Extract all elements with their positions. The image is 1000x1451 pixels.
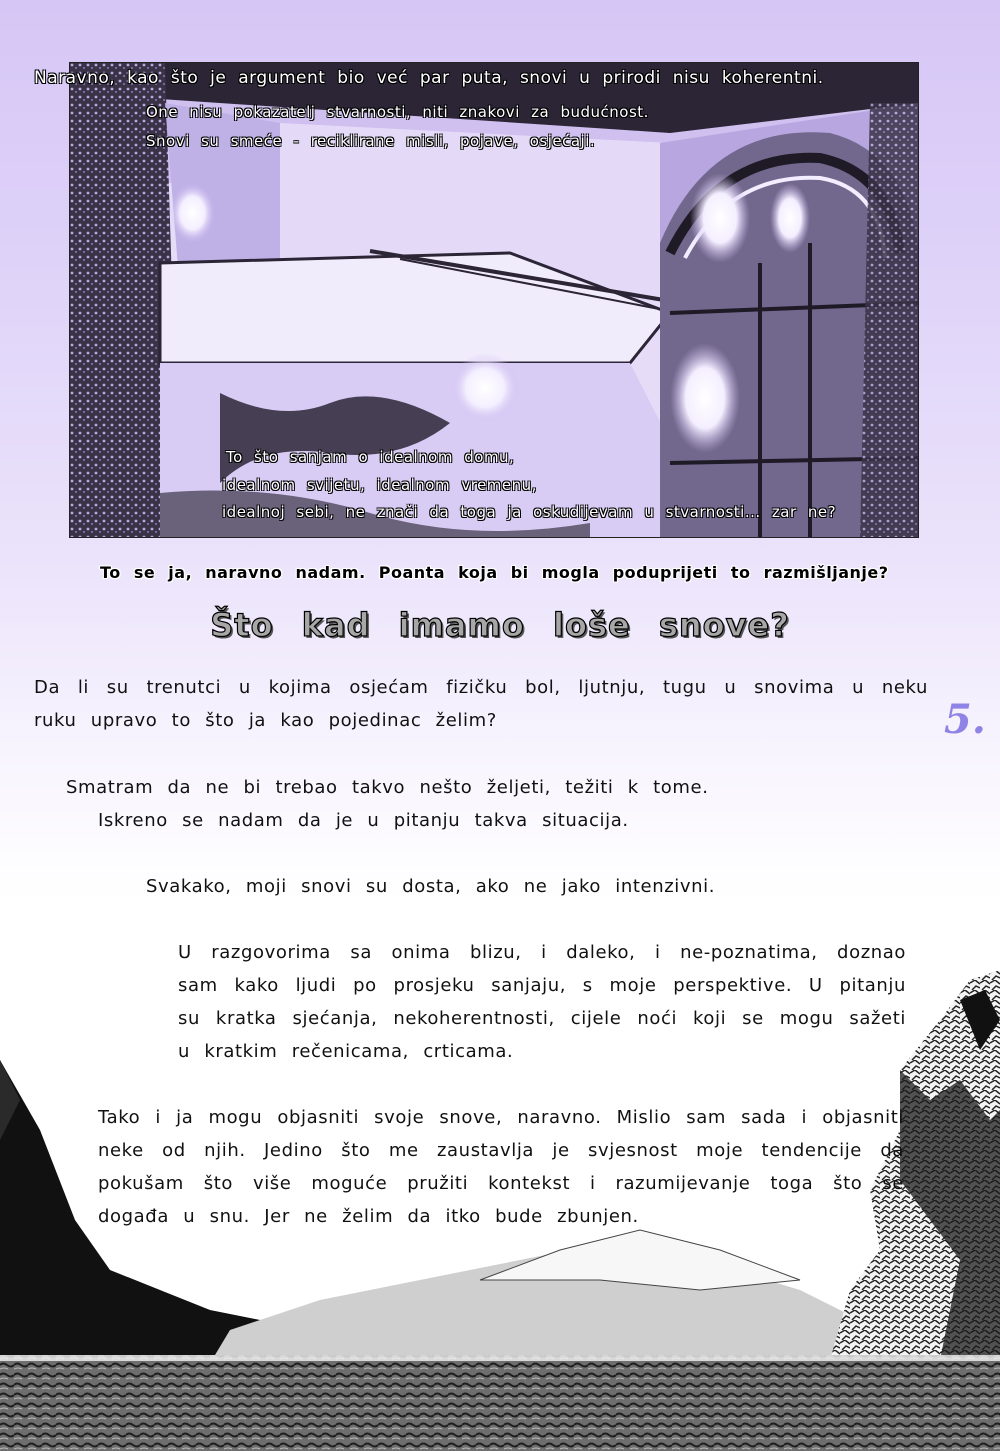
upper-arch-window	[690, 173, 750, 263]
caption-top: Naravno, kao što je argument bio već par puta, snovi u prirodi nisu koherentni.	[34, 68, 824, 88]
left-window-glow	[170, 183, 215, 243]
paragraph-3: Svakako, moji snovi su dosta, ako ne jako intenzivni.	[146, 876, 716, 897]
caption-line-2: One nisu pokazatelj stvarnosti, niti znakovi za budućnost.	[146, 103, 649, 121]
caption-line-5: idealnom svijetu, idealnom vremenu,	[222, 476, 537, 494]
lower-arch-window	[670, 343, 740, 453]
question-line: To se ja, naravno nadam. Poanta koja bi mogla poduprijeti to razmišljanje?	[100, 563, 889, 582]
lake-water	[0, 1355, 1000, 1451]
paragraph-2-line-1: Smatram da ne bi trebao takvo nešto željeti, težiti k tome.	[66, 777, 709, 798]
paragraph-2-line-2: Iskreno se nadam da je u pitanju takva situacija.	[98, 810, 629, 831]
section-heading: Što kad imamo loše snove?	[210, 606, 790, 644]
paragraph-1: Da li su trenutci u kojima osjećam fizičku bol, ljutnju, tugu u snovima u neku ruku upravo to što ja kao pojedinac želim?	[34, 677, 928, 731]
paragraph-4: U razgovorima sa onima blizu, i daleko, i ne-poznatima, doznao sam kako ljudi po prosjeku sanjaju, s moje perspektive. U pitanju su kratka sjećanja, nekoherentnosti, cijele noći koji se mogu sažeti u kratkim rečenicama, crticama.	[178, 942, 906, 1062]
page-number: 5.	[944, 696, 986, 743]
caption-line-6: idealnoj sebi, ne znači da toga ja oskudijevam u stvarnosti... zar ne?	[222, 503, 837, 521]
caption-line-4: To što sanjam o idealnom domu,	[226, 448, 515, 466]
caption-line-3: Snovi su smeće - reciklirane misli, pojave, osjećaji.	[146, 132, 596, 150]
paragraph-5: Tako i ja mogu objasniti svoje snove, naravno. Mislio sam sada i objasniti neke od njih. Jedino što me zaustavlja je svjesnost moje tendencije da pokušam što više moguće pružiti kontekst i razumijevanje toga što se događa u snu. Jer ne želim da itko bude zbunjen.	[98, 1107, 904, 1227]
